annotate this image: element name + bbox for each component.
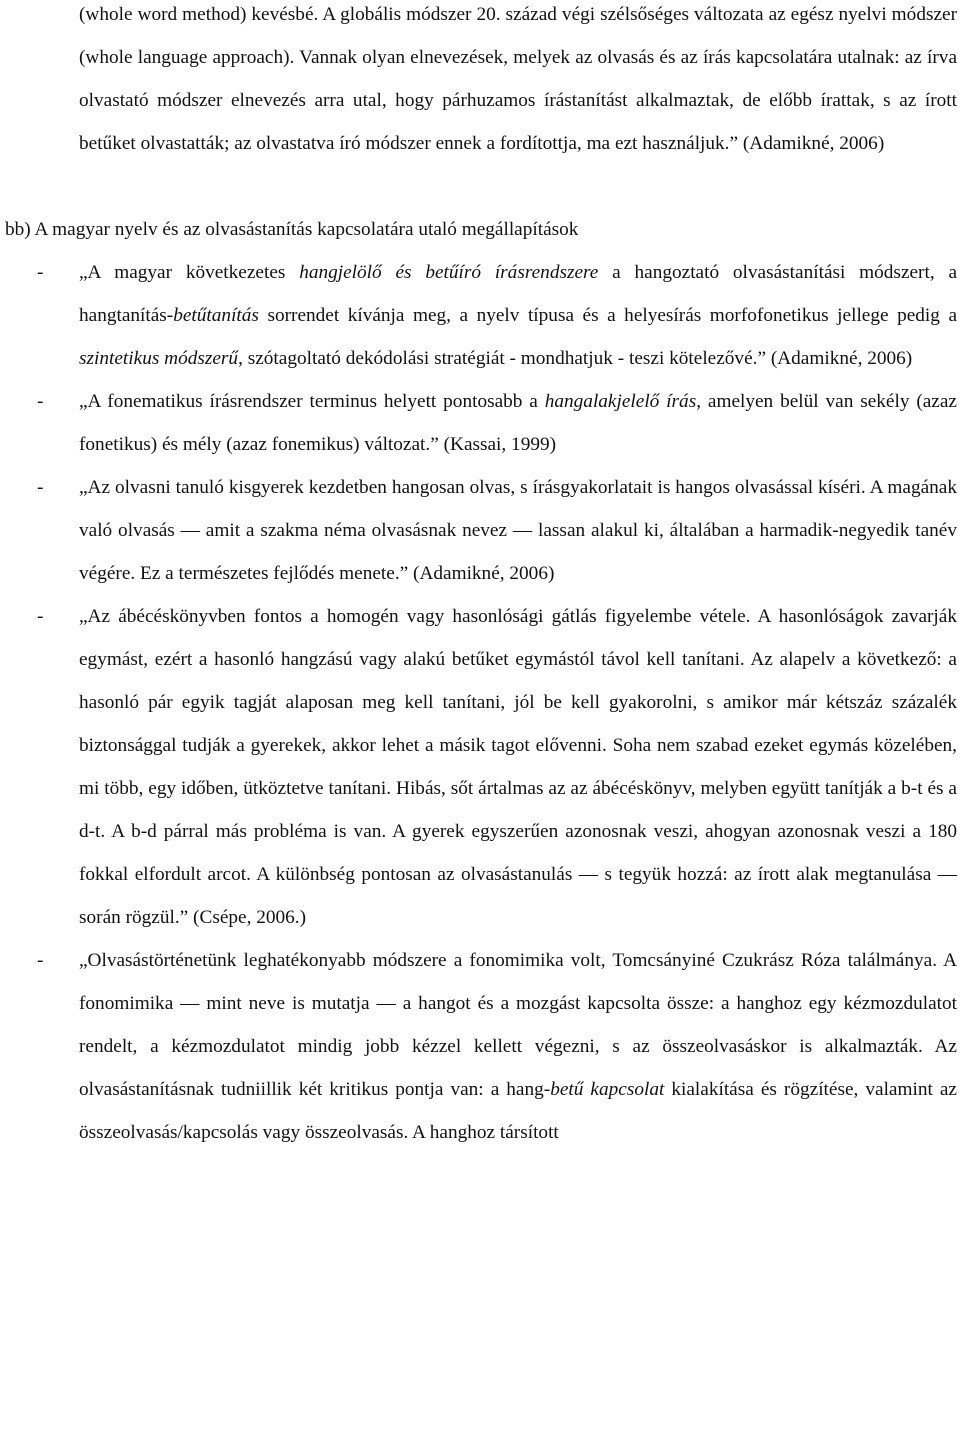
item-emphasis: betűtanítás [173, 305, 259, 326]
item-emphasis: szintetikus módszerű [79, 348, 239, 369]
item-emphasis: hangjelölő és betűíró írásrendszere [299, 262, 599, 283]
section-heading: bb) A magyar nyelv és az olvasástanítás kapcsolatára utaló megállapítások [5, 219, 579, 240]
item-text: „Az olvasni tanuló kisgyerek kezdetben hangosan olvas, s írásgyakorlatait is hangos olvasással kíséri. A magának való olvasás — amit a szakma néma olvasásnak nevez — lassan alakul ki, általában a harmadik-negyedik tanév végére. Ez a természetes fejlődés menete.” (Adamikné, 2006) [79, 477, 957, 584]
item-emphasis: hangalakjelelő írás [544, 391, 697, 412]
list-item [0, 595, 960, 939]
item-emphasis: betű kapcsolat [550, 1079, 665, 1100]
item-text: „Olvasástörténetünk leghatékonyabb módszere a fonomimika volt, Tomcsányiné Czukrász Róza találmánya. A fonomimika — mint neve is mutatja — a hangot és a mozgást kapcsolta össze: a hanghoz egy kézmozdulatot rendelt, a kézmozdulatot mindig jobb kézzel kellett végezni, s az összeolvasáskor is alkalmazták. Az olvasástanításnak tudniillik két kritikus pontja van: a hang- [79, 950, 957, 1100]
intro-paragraph: (whole word method) kevésbé. A globális módszer 20. század végi szélsőséges változata az egész nyelvi módszer (whole language approach). Vannak olyan elnevezések, melyek az olvasás és az írás kapcsolatára utalnak: az írva olvastató módszer elnevezés arra utal, hogy párhuzamos írástanítást alkalmaztak, de előbb írattak, s az írott betűket olvastatták; az olvastatva író módszer ennek a fordítottja, ma ezt használjuk.” (Adamikné, 2006) [79, 4, 957, 154]
list-dash: - [37, 391, 44, 412]
list-item [0, 939, 960, 1154]
item-text: , amelyen belül van sekély (azaz fonetikus) és mély (azaz fonemikus) változat.” (Kassai, 1999) [79, 391, 957, 455]
list-item [0, 466, 960, 595]
list-dash: - [37, 477, 44, 498]
item-text: sorrendet kívánja meg, a nyelv típusa és a helyesírás morfofonetikus jellege pedig a [258, 305, 957, 326]
list-dash: - [37, 606, 44, 627]
list-item [0, 380, 960, 466]
list-item [0, 251, 960, 380]
item-text: a hangoztató olvasástanítási módszert, a hangtanítás- [79, 262, 958, 326]
quote-list [0, 251, 960, 1154]
item-text: „A fonematikus írásrendszer terminus helyett pontosabb a [79, 391, 545, 412]
item-text: „A magyar következetes [79, 262, 300, 283]
list-dash: - [37, 262, 44, 283]
item-text: kialakítása és rögzítése, valamint az összeolvasás/kapcsolás vagy összeolvasás. A hanghoz társított [79, 1079, 957, 1143]
list-dash: - [37, 950, 44, 971]
item-text: , szótagoltató dekódolási stratégiát - mondhatjuk - teszi kötelezővé.” (Adamikné, 2006) [238, 348, 913, 369]
item-text: „Az ábécéskönyvben fontos a homogén vagy hasonlósági gátlás figyelembe vétele. A hasonlóságok zavarják egymást, ezért a hasonló hangzású vagy alakú betűket egymástól távol kell tanítani. Az alapelv a következő: a hasonló pár egyik tagját alaposan meg kell tanítani, jól be kell gyakorolni, s amikor már kétszáz százalék biztonsággal tudják a gyerekek, akkor lehet a másik tagot elővenni. Soha nem szabad ezeket egymás közelében, mi több, egy időben, ütköztetve tanítani. Hibás, sőt ártalmas az az ábécéskönyv, melyben együtt tanítják a b-t és a d-t. A b-d párral más probléma is van. A gyerek egyszerűen azonosnak veszi, ahogyan azonosnak veszi a 180 fokkal elfordult arcot. A különbség pontosan az olvasástanulás — s tegyük hozzá: az írott alak megtanulása — során rögzül.” (Csépe, 2006.) [79, 606, 957, 928]
